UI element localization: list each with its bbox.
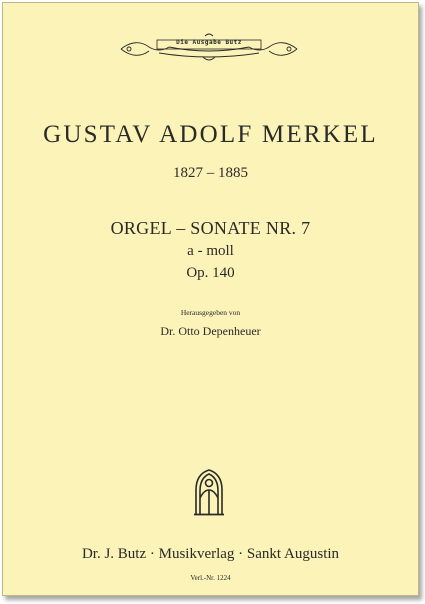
series-ornament <box>119 31 299 67</box>
score-cover <box>2 2 419 596</box>
work-opus: Op. 140 <box>186 265 235 281</box>
ornament-flourish-icon <box>119 31 299 67</box>
work-key: a - moll <box>187 243 234 259</box>
editor-label: Herausgegeben von <box>180 308 241 317</box>
gothic-arch-icon <box>194 468 224 516</box>
composer-name: GUSTAV ADOLF MERKEL <box>43 121 378 148</box>
catalog-number: Verl.-Nr. 1224 <box>190 574 231 582</box>
composer-dates: 1827 – 1885 <box>173 165 248 181</box>
editor-name: Dr. Otto Depenheuer <box>160 324 261 338</box>
publisher-name: Dr. J. Butz · Musikverlag · Sankt Augustin <box>81 546 340 562</box>
series-label: Die Ausgabe Butz <box>176 39 242 46</box>
work-title: ORGEL – SONATE NR. 7 <box>110 218 311 238</box>
